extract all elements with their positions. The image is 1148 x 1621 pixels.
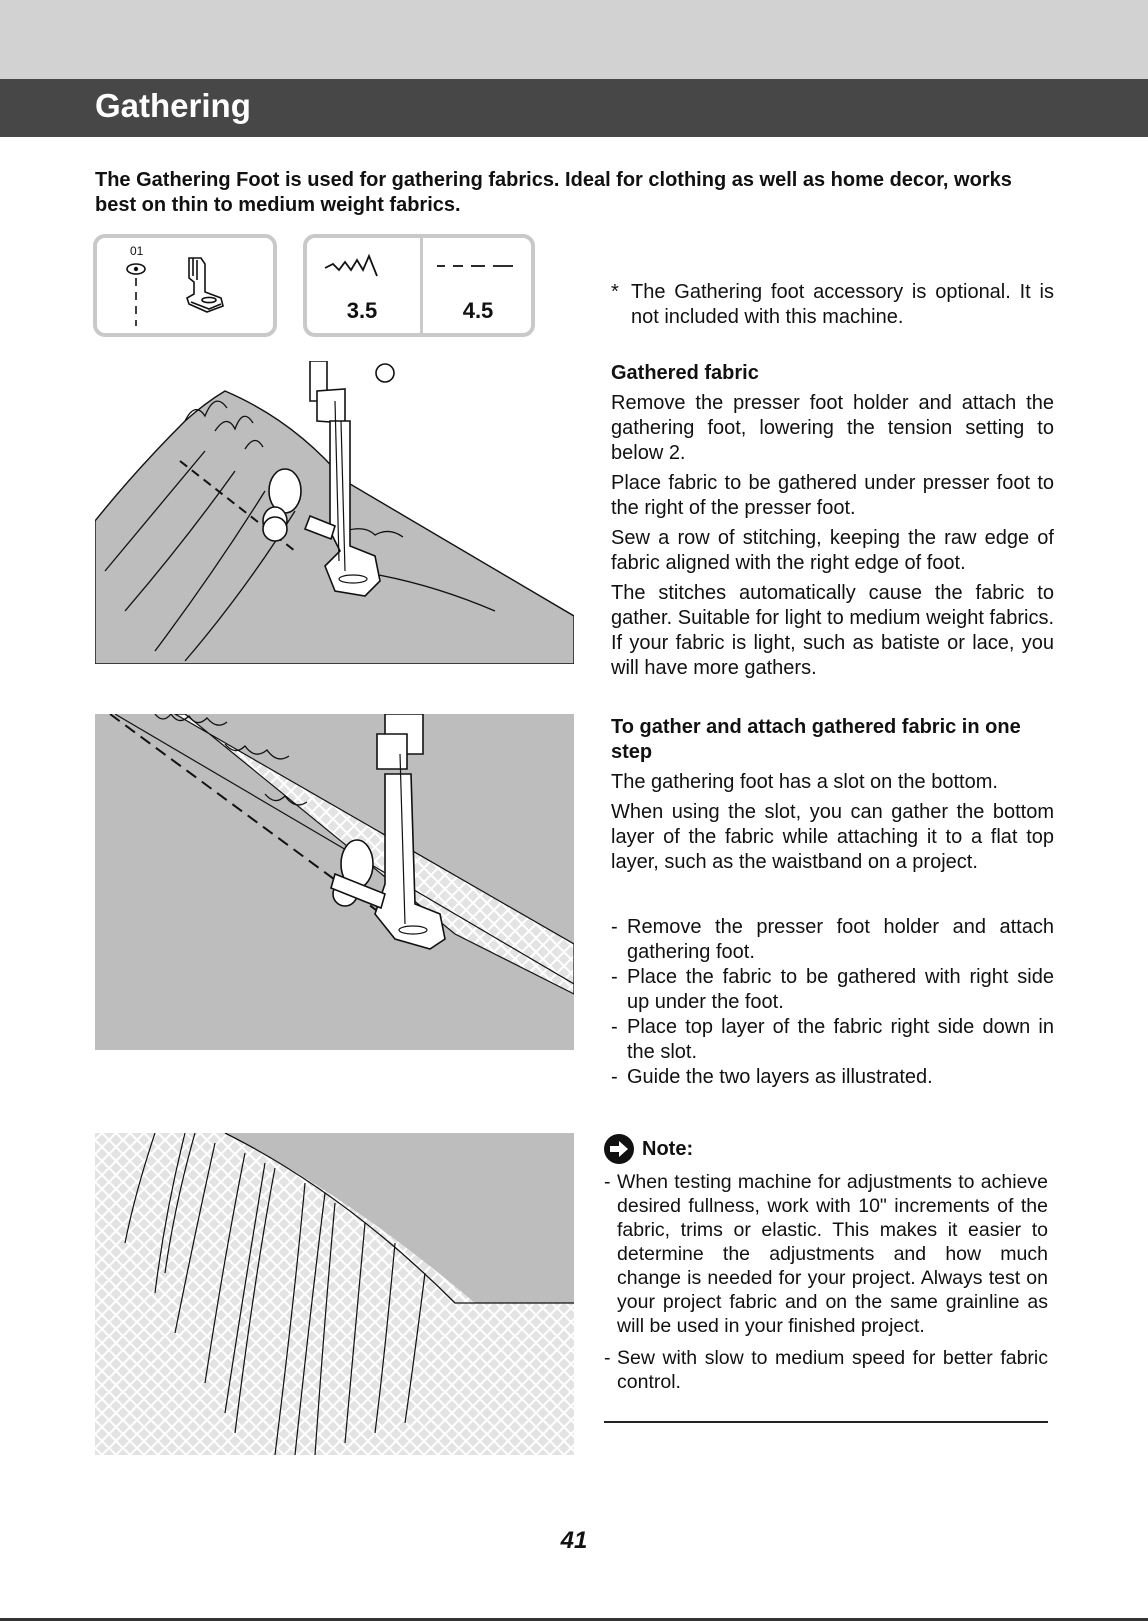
one-step-bullets bbox=[611, 915, 1054, 1090]
paragraph: Sew a row of stitching, keeping the raw edge of fabric aligned with the right edge of foot. bbox=[611, 527, 1054, 574]
note-divider bbox=[604, 1421, 1048, 1423]
gathering-foot-icon bbox=[97, 238, 273, 333]
asterisk-mark: * bbox=[611, 281, 619, 303]
finished-gathers-illustration bbox=[95, 1133, 574, 1455]
list-item: - When testing machine for adjustments to achieve desired fullness, work with 10" increments of the fabric, trims or elastic. This makes it easier to determine the adjustments and how much change is needed for your project. Always test on your project fabric and on the same grainline as will be used in your finished project. bbox=[604, 1171, 1048, 1337]
note-header bbox=[604, 1134, 1048, 1164]
one-step-section bbox=[611, 715, 1054, 880]
page-number: 41 bbox=[560, 1527, 588, 1554]
intro-text: The Gathering Foot is used for gathering fabrics. Ideal for clothing as well as home decor, works best on thin to medium weight fabrics. bbox=[95, 169, 1012, 216]
top-band bbox=[0, 0, 1148, 79]
paragraph: Remove the presser foot holder and attach the gathering foot, lowering the tension setting to below 2. bbox=[611, 392, 1054, 464]
page-title: Gathering bbox=[95, 87, 251, 124]
gathered-fabric-section bbox=[611, 361, 1054, 686]
slot-gathering-illustration bbox=[95, 714, 574, 1050]
paragraph: Place fabric to be gathered under presser foot to the right of the presser foot. bbox=[611, 472, 1054, 519]
section-heading: To gather and attach gathered fabric in one step bbox=[611, 716, 1021, 763]
stitch-width-value: 3.5 bbox=[346, 298, 378, 323]
list-item: - Sew with slow to medium speed for better fabric control. bbox=[604, 1347, 1048, 1393]
list-item: - Place top layer of the fabric right side down in the slot. bbox=[611, 1016, 1054, 1063]
list-item: - Place the fabric to be gathered with right side up under the foot. bbox=[611, 966, 1054, 1013]
section-heading: Gathered fabric bbox=[611, 362, 759, 384]
foot-box bbox=[93, 234, 277, 337]
note-title: Note: bbox=[642, 1138, 694, 1160]
list-item: - Remove the presser foot holder and attach gathering foot. bbox=[611, 916, 1054, 963]
list-item: - Guide the two layers as illustrated. bbox=[611, 1066, 933, 1088]
gathered-fabric-illustration bbox=[95, 361, 574, 664]
note-box bbox=[604, 1134, 1048, 1402]
straight-stitch-icon bbox=[423, 246, 533, 286]
zigzag-stitch-icon bbox=[307, 246, 417, 286]
paragraph: When using the slot, you can gather the bottom layer of the fabric while attaching it to a flat top layer, such as the waistband on a project. bbox=[611, 801, 1054, 873]
stitch-settings-box bbox=[303, 234, 535, 337]
arrow-right-icon bbox=[604, 1134, 634, 1164]
optional-note-text: The Gathering foot accessory is optional. It is not included with this machine. bbox=[631, 281, 1054, 328]
optional-accessory-note bbox=[611, 280, 1054, 330]
paragraph: The stitches automatically cause the fabric to gather. Suitable for light to medium weight fabrics. If your fabric is light, such as batiste or lace, you will have more gathers. bbox=[611, 582, 1054, 679]
paragraph: The gathering foot has a slot on the bottom. bbox=[611, 771, 998, 793]
title-bar bbox=[0, 79, 1148, 137]
stitch-length-value: 4.5 bbox=[462, 298, 494, 323]
foot-code: 01 bbox=[130, 244, 144, 258]
